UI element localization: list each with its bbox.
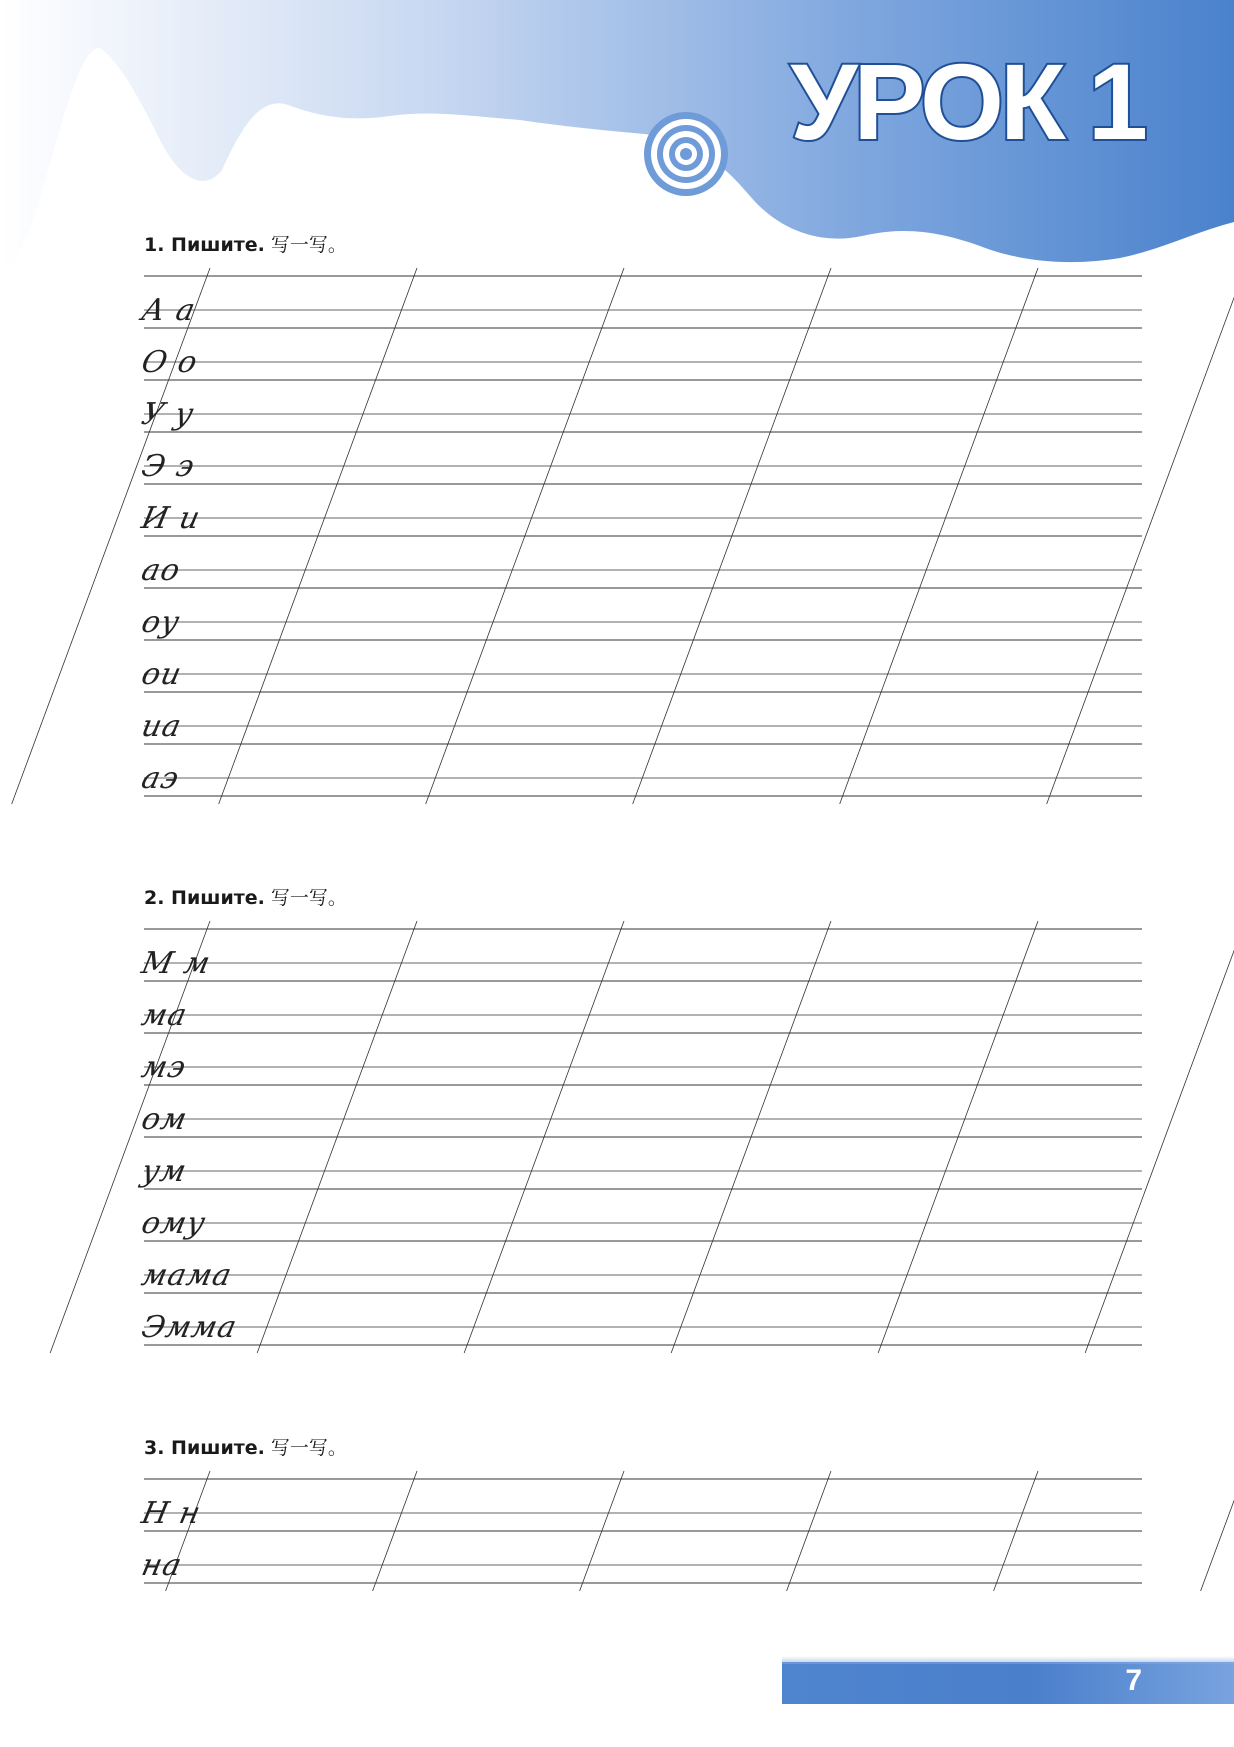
- sample-letter: У у: [138, 397, 198, 432]
- sample-syllable: оу: [138, 605, 184, 640]
- slant-guide-line: [1201, 1471, 1234, 1591]
- sample-letter: А а: [138, 293, 199, 328]
- task-1-chinese: 写一写。: [270, 234, 347, 256]
- sample-letter: Н н: [138, 1496, 205, 1531]
- writing-sheet-2: [0, 915, 1234, 1363]
- sample-syllable: иа: [138, 709, 186, 744]
- task-3-chinese: 写一写。: [270, 1437, 347, 1459]
- task-1-label: 1. Пишите.: [144, 234, 265, 256]
- sample-syllable: ои: [138, 657, 186, 692]
- sample-syllable: мэ: [138, 1050, 190, 1085]
- sample-syllable: ом: [138, 1102, 191, 1137]
- lesson-title: УРОК 1: [790, 41, 1144, 162]
- writing-sheet-1: [0, 262, 1234, 812]
- sample-syllable: ао: [138, 553, 184, 588]
- task-2-chinese: 写一写。: [270, 887, 347, 909]
- task-3-label: 3. Пишите.: [144, 1437, 265, 1459]
- writing-sheet-3: [0, 1465, 1234, 1625]
- footer-bar: [782, 1662, 1234, 1704]
- sample-letter: М м: [138, 946, 214, 981]
- task-1-heading: [144, 230, 347, 257]
- task-2-heading: [144, 883, 347, 910]
- sample-letter: О о: [138, 345, 202, 380]
- sample-word: мама: [138, 1258, 236, 1293]
- page-number: 7: [1125, 1664, 1142, 1697]
- sample-word: ому: [138, 1206, 210, 1241]
- spiral-logo-icon: [644, 112, 728, 196]
- sample-syllable: ум: [138, 1154, 191, 1189]
- sample-word: Эмма: [138, 1310, 241, 1345]
- sample-letter: Э э: [138, 449, 199, 484]
- sample-syllable: на: [138, 1548, 186, 1583]
- sample-letter: И и: [138, 501, 204, 536]
- task-3-heading: [144, 1433, 347, 1460]
- sample-syllable: аэ: [138, 761, 183, 796]
- task-2-label: 2. Пишите.: [144, 887, 265, 909]
- sample-syllable: ма: [138, 998, 191, 1033]
